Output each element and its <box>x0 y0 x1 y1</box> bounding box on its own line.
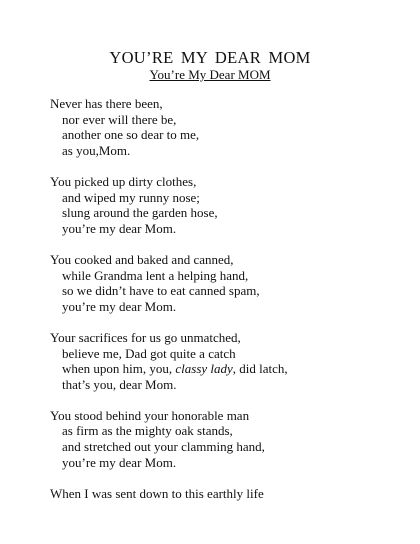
poem-line: while Grandma lent a helping hand, <box>62 267 249 283</box>
stanza <box>50 174 410 236</box>
poem-subtitle <box>0 67 420 83</box>
poem-line: Your sacrifices for us go unmatched, <box>50 329 241 345</box>
poem-title: YOU’RE MY DEAR MOM <box>109 48 311 67</box>
stanza <box>50 252 410 314</box>
poem-line: you’re my dear Mom. <box>62 220 177 236</box>
poem-line: you’re my dear Mom. <box>62 454 177 470</box>
stanza <box>50 96 410 158</box>
poem-line: slung around the garden hose, <box>62 205 218 221</box>
stanza <box>50 408 410 470</box>
poem-line: Never has there been, <box>50 96 163 111</box>
poem-line: another one so dear to me, <box>62 127 200 143</box>
poem-body <box>50 96 410 517</box>
poem-line: You cooked and baked and canned, <box>50 251 234 267</box>
poem-line: You stood behind your honorable man <box>50 407 250 423</box>
poem-line <box>50 361 410 377</box>
poem-line-italic-text: classy lady <box>175 361 233 377</box>
poem-line: that’s you, dear Mom. <box>62 376 177 392</box>
poem-line: nor ever will there be, <box>62 111 177 127</box>
poem-line: you’re my dear Mom. <box>62 298 177 314</box>
stanza <box>50 486 410 502</box>
poem-line: believe me, Dad got quite a catch <box>62 345 236 361</box>
stanza <box>50 330 410 392</box>
poem-subtitle-text: You’re My Dear MOM <box>149 67 271 82</box>
poem-line-text: , did latch, <box>232 361 288 377</box>
poem-line: so we didn’t have to eat canned spam, <box>62 283 260 299</box>
poem-line: You picked up dirty clothes, <box>50 173 197 189</box>
poem-line: as you,Mom. <box>62 142 131 158</box>
poem-line: and wiped my runny nose; <box>62 189 200 205</box>
poem-line-text: when upon him, you, <box>62 361 176 377</box>
poem-line: as firm as the mighty oak stands, <box>62 423 233 439</box>
poem-line: When I was sent down to this earthly life <box>50 485 264 501</box>
poem-line: and stretched out your clamming hand, <box>62 439 265 455</box>
